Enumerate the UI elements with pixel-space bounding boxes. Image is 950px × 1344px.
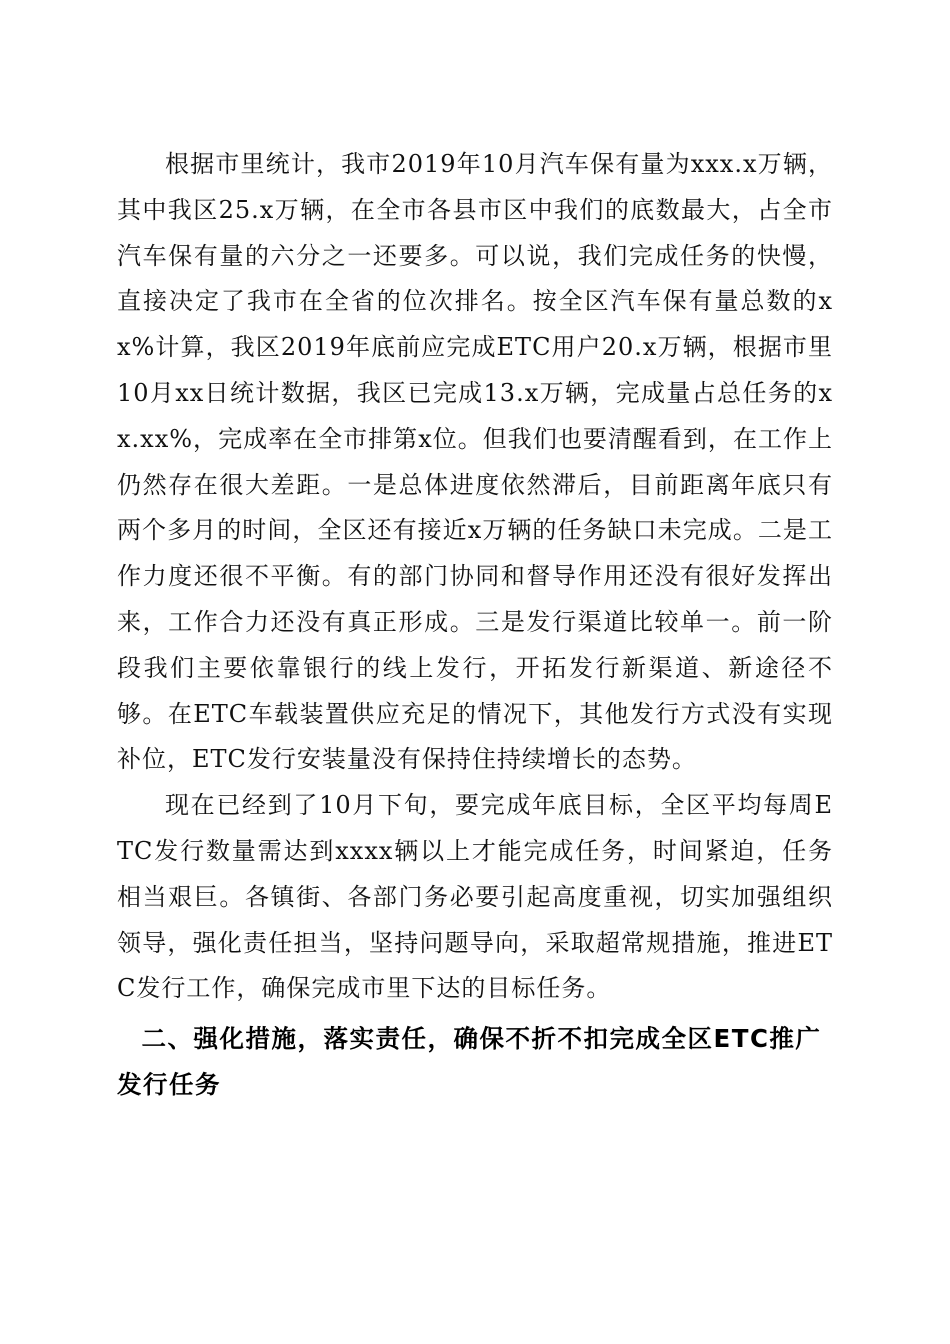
document-body [117,142,833,1108]
section-heading: 二、强化措施，落实责任，确保不折不扣完成全区ETC推广发行任务 [117,1024,822,1100]
body-paragraph-2: 现在已经到了10月下旬，要完成年底目标，全区平均每周ETC发行数量需达到xxxx辆以上才能完成任务，时间紧迫，任务相当艰巨。各镇街、各部门务必要引起高度重视，切实加强组织领导，强化责任担当，坚持问题导向，采取超常规措施，推进ETC发行工作，确保完成市里下达的目标任务。 [117,791,833,1003]
body-paragraph-1: 根据市里统计，我市2019年10月汽车保有量为xxx.x万辆，其中我区25.x万辆，在全市各县市区中我们的底数最大，占全市汽车保有量的六分之一还要多。可以说，我们完成任务的快慢，直接决定了我市在全省的位次排名。按全区汽车保有量总数的xx%计算，我区2019年底前应完成ETC用户20.x万辆，根据市里10月xx日统计数据，我区已完成13.x万辆，完成量占总任务的xx.xx%，完成率在全市排第x位。但我们也要清醒看到，在工作上仍然存在很大差距。一是总体进度依然滞后，目前距离年底只有两个多月的时间，全区还有接近x万辆的任务缺口未完成。二是工作力度还很不平衡。有的部门协同和督导作用还没有很好发挥出来，工作合力还没有真正形成。三是发行渠道比较单一。前一阶段我们主要依靠银行的线上发行，开拓发行新渠道、新途径不够。在ETC车载装置供应充足的情况下，其他发行方式没有实现补位，ETC发行安装量没有保持住持续增长的态势。 [117,150,833,774]
